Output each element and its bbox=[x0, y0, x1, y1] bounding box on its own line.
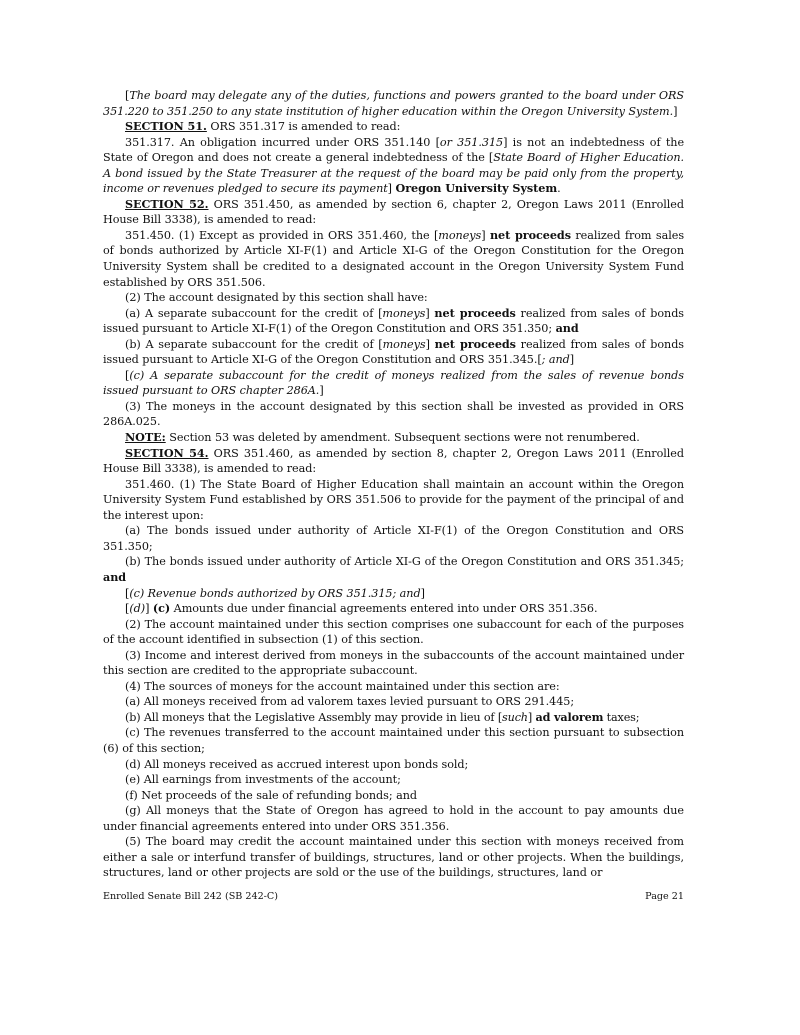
paragraph-351-460-1b: (b) The bonds issued under authority of Article XI-G of the Oregon Constitution and ORS 351.345; and bbox=[103, 555, 684, 584]
deleted-text: (d) bbox=[129, 602, 146, 616]
paragraph-351-460-1a: (a) The bonds issued under authority of Article XI-F(1) of the Oregon Constitution and ORS 351.350; bbox=[103, 524, 684, 553]
paragraph-351-450-2b: (b) A separate subaccount for the credit of [moneys] net proceeds realized from sales of bonds issued pursuant to Article XI-G of the Oregon Constitution and ORS 351.345.[; and] bbox=[103, 336, 684, 367]
new-text: net proceeds bbox=[489, 227, 571, 242]
paragraph-351-460-4b: (b) All moneys that the Legislative Assembly may provide in lieu of [such] ad valorem taxes; bbox=[125, 709, 640, 724]
new-text: (c) bbox=[152, 601, 171, 616]
paragraph-351-460-4: (4) The sources of moneys for the account maintained under this section are: bbox=[125, 679, 560, 693]
paragraph-351-460-5: (5) The board may credit the account maintained under this section with moneys received from either a sale or interfund transfer of buildings, structures, land or other projects. When the buildings, structures, land or other projects are sold or the use of the buildings, structures, land or bbox=[103, 835, 684, 880]
footer-bill-name: Enrolled Senate Bill 242 (SB 242-C) bbox=[103, 891, 278, 902]
section-54-heading: SECTION 54. ORS 351.460, as amended by section 8, chapter 2, Oregon Laws 2011 (Enrolled House Bill 3338), is amended to read: bbox=[103, 445, 684, 476]
footer-page-number: Page 21 bbox=[645, 891, 684, 902]
deleted-text: State Board of Higher Education. A bond issued by the State Treasurer at the request of the board may be paid only from the property, income or revenues pledged to secure its payment bbox=[103, 151, 684, 196]
new-text: Oregon University System bbox=[395, 181, 558, 196]
bill-text bbox=[103, 88, 684, 881]
new-text: and bbox=[555, 321, 579, 336]
paragraph-351-460-4g: (g) All moneys that the State of Oregon has agreed to hold in the account to pay amounts due under financial agreements entered into under ORS 351.356. bbox=[103, 804, 684, 833]
paragraph-351-450-2a: (a) A separate subaccount for the credit of [moneys] net proceeds realized from sales of bonds issued pursuant to Article XI-F(1) of the Oregon Constitution and ORS 351.350; and bbox=[103, 305, 684, 336]
section-51-label: SECTION 51. bbox=[125, 119, 207, 134]
paragraph-board-delegate: [The board may delegate any of the duties, functions and powers granted to the board under ORS 351.220 to 351.250 to any state institution of higher education within the Oregon University System.] bbox=[103, 89, 684, 118]
new-text: net proceeds bbox=[434, 305, 516, 320]
deleted-text: (c) A separate subaccount for the credit of moneys realized from the sales of revenue bonds issued pursuant to ORS chapter 286A. bbox=[103, 368, 684, 398]
section-52-heading: SECTION 52. ORS 351.450, as amended by section 6, chapter 2, Oregon Laws 2011 (Enrolled House Bill 3338), is amended to read: bbox=[103, 196, 684, 227]
paragraph-351-460-1d: [(d)] (c) Amounts due under financial agreements entered into under ORS 351.356. bbox=[125, 601, 598, 616]
section-52-label: SECTION 52. bbox=[125, 196, 209, 211]
paragraph-351-450-2: (2) The account designated by this section shall have: bbox=[125, 291, 428, 305]
deleted-text: (c) Revenue bonds authorized by ORS 351.315; and bbox=[129, 586, 421, 600]
new-text: and bbox=[103, 569, 127, 584]
deleted-text: ; and bbox=[541, 353, 570, 367]
paragraph-351-460-4c: (c) The revenues transferred to the account maintained under this section pursuant to subsection (6) of this section; bbox=[103, 726, 684, 755]
paragraph-351-460-4d: (d) All moneys received as accrued interest upon bonds sold; bbox=[125, 757, 469, 771]
paragraph-351-317: 351.317. An obligation incurred under ORS 351.140 [or 351.315] is not an indebtedness of the State of Oregon and does not create a general indebtedness of the [State Board of Higher Education. A bond issued by the State Treasurer at the request of the board may be paid only from the property, income or revenues pledged to secure its payment] Oregon University System. bbox=[103, 135, 685, 196]
paragraph-351-460-4e: (e) All earnings from investments of the account; bbox=[125, 773, 401, 787]
paragraph-351-460-1c: [(c) Revenue bonds authorized by ORS 351.315; and] bbox=[125, 586, 425, 600]
note-label: NOTE: bbox=[125, 430, 166, 445]
paragraph-351-450-2c: [(c) A separate subaccount for the credit of moneys realized from the sales of revenue bonds issued pursuant to ORS chapter 286A.] bbox=[103, 368, 684, 398]
deleted-text: moneys bbox=[438, 228, 482, 242]
paragraph-351-460-3: (3) Income and interest derived from moneys in the subaccounts of the account maintained under this section are credited to the appropriate subaccount. bbox=[103, 648, 684, 678]
note-paragraph: NOTE: Section 53 was deleted by amendment. Subsequent sections were not renumbered. bbox=[125, 430, 640, 445]
paragraph-351-460-1: 351.460. (1) The State Board of Higher Education shall maintain an account within the Oregon University System Fund established by ORS 351.506 to provide for the payment of the principal of and the interest upon: bbox=[103, 477, 684, 522]
paragraph-351-460-2: (2) The account maintained under this section comprises one subaccount for each of the purposes of the account identified in subsection (1) of this section. bbox=[103, 617, 684, 647]
new-text: net proceeds bbox=[434, 336, 516, 351]
paragraph-351-460-4f: (f) Net proceeds of the sale of refunding bonds; and bbox=[125, 788, 417, 802]
section-51-heading: SECTION 51. ORS 351.317 is amended to read: bbox=[125, 119, 401, 134]
deleted-text: The board may delegate any of the duties, functions and powers granted to the board under ORS 351.220 to 351.250 to any state institution of higher education within the Oregon University System. bbox=[103, 89, 684, 118]
new-text: ad valorem bbox=[535, 709, 604, 724]
deleted-text: moneys bbox=[382, 306, 426, 320]
deleted-text: or 351.315 bbox=[439, 135, 504, 149]
deleted-text: moneys bbox=[382, 337, 426, 351]
section-54-label: SECTION 54. bbox=[125, 445, 209, 460]
paragraph-351-450-3: (3) The moneys in the account designated by this section shall be invested as provided in ORS 286A.025. bbox=[103, 399, 684, 429]
paragraph-351-460-4a: (a) All moneys received from ad valorem taxes levied pursuant to ORS 291.445; bbox=[125, 695, 575, 709]
paragraph-351-450-1: 351.450. (1) Except as provided in ORS 351.460, the [moneys] net proceeds realized from sales of bonds authorized by Article XI-F(1) and Article XI-G of the Oregon Constitution for the Oregon University System shall be credited to a designated account in the Oregon University System Fund established by ORS 351.506. bbox=[103, 227, 685, 289]
deleted-text: such bbox=[502, 710, 528, 724]
page-footer bbox=[103, 891, 684, 902]
